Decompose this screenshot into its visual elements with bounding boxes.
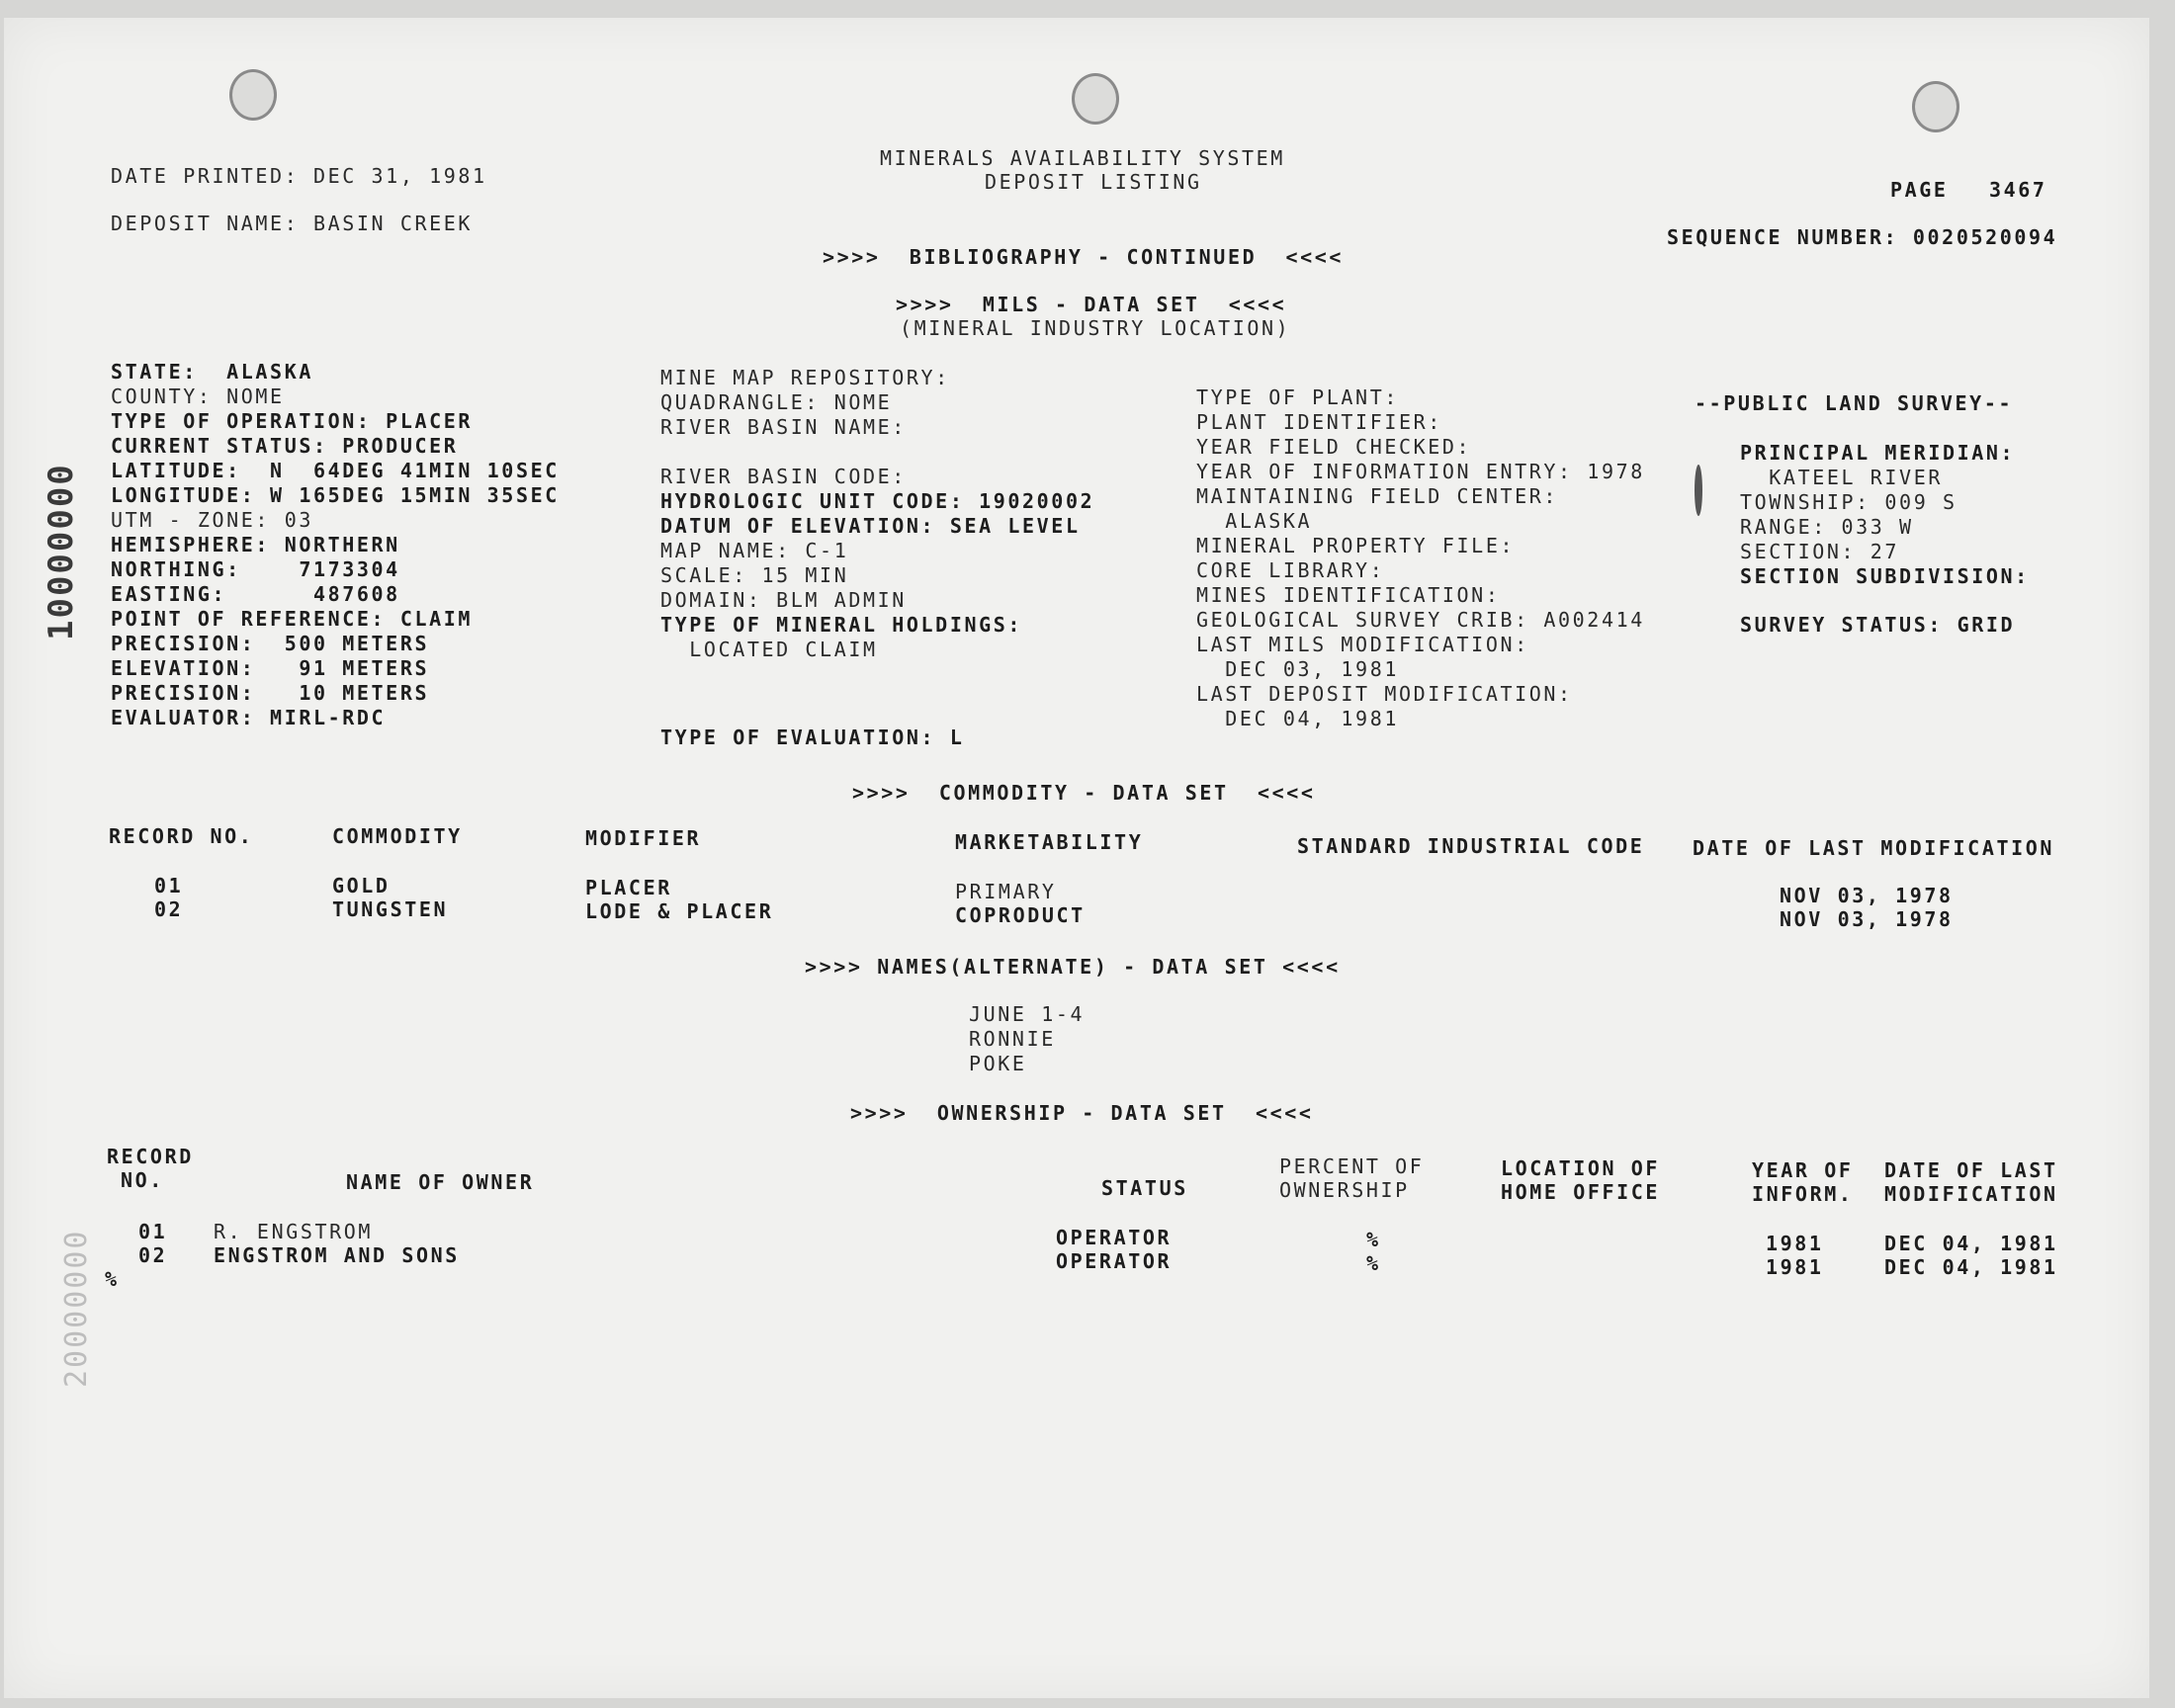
mils-field: ALASKA bbox=[1196, 509, 1313, 533]
system-title: MINERALS AVAILABILITY SYSTEM bbox=[880, 146, 1285, 170]
commodity-header-commodity: COMMODITY bbox=[332, 824, 463, 848]
mils-field: YEAR OF INFORMATION ENTRY: 1978 bbox=[1196, 460, 1645, 483]
plss-field: KATEEL RIVER bbox=[1740, 466, 1943, 489]
mils-field: DEC 03, 1981 bbox=[1196, 657, 1399, 681]
owner-record-no: 01 bbox=[138, 1220, 168, 1243]
page-label: PAGE bbox=[1890, 178, 1949, 202]
mils-field: PRECISION: 10 METERS bbox=[111, 681, 430, 705]
commodity-name: TUNGSTEN bbox=[332, 897, 449, 921]
commodity-header-modifier: MODIFIER bbox=[585, 826, 702, 850]
commodity-marketability: COPRODUCT bbox=[955, 903, 1086, 927]
alternate-names-list bbox=[969, 1002, 1085, 1076]
commodity-header-marketability: MARKETABILITY bbox=[955, 830, 1144, 854]
mils-subheading: (MINERAL INDUSTRY LOCATION) bbox=[900, 316, 1291, 340]
commodity-header-last-mod: DATE OF LAST MODIFICATION bbox=[1693, 836, 2055, 860]
plss-field: PRINCIPAL MERIDIAN: bbox=[1740, 441, 2016, 465]
public-land-survey-title: --PUBLIC LAND SURVEY-- bbox=[1695, 391, 2014, 415]
ownership-header-location: LOCATION OF bbox=[1501, 1156, 1661, 1180]
alternate-name: RONNIE bbox=[969, 1027, 1056, 1051]
mils-field: LONGITUDE: W 165DEG 15MIN 35SEC bbox=[111, 483, 560, 507]
ownership-header-name: NAME OF OWNER bbox=[346, 1170, 535, 1194]
commodity-modifier: PLACER bbox=[585, 876, 672, 899]
commodity-record-no: 01 bbox=[154, 874, 184, 897]
ownership-header-year: YEAR OF bbox=[1752, 1158, 1854, 1182]
alternate-name: POKE bbox=[969, 1052, 1027, 1075]
mils-field: YEAR FIELD CHECKED: bbox=[1196, 435, 1472, 459]
mils-field bbox=[660, 440, 1094, 465]
mils-field: LATITUDE: N 64DEG 41MIN 10SEC bbox=[111, 459, 560, 482]
mils-field: PLANT IDENTIFIER: bbox=[1196, 410, 1442, 434]
mils-field: CURRENT STATUS: PRODUCER bbox=[111, 434, 459, 458]
mils-field: STATE: ALASKA bbox=[111, 360, 313, 384]
ownership-header-date: DATE OF LAST bbox=[1884, 1158, 2058, 1182]
commodity-marketability: PRIMARY bbox=[955, 880, 1057, 903]
mils-field: TYPE OF PLANT: bbox=[1196, 385, 1399, 409]
mils-basin-column bbox=[660, 366, 1094, 662]
mils-field: RIVER BASIN NAME: bbox=[660, 415, 907, 439]
mils-field: HEMISPHERE: NORTHERN bbox=[111, 533, 400, 556]
plss-field: TOWNSHIP: 009 S bbox=[1740, 490, 1958, 514]
owner-record-no: 02 bbox=[138, 1243, 168, 1267]
mils-field: NORTHING: 7173304 bbox=[111, 557, 400, 581]
ownership-header-percent: PERCENT OF bbox=[1279, 1154, 1425, 1178]
ownership-header-status: STATUS bbox=[1101, 1176, 1188, 1200]
commodity-header-sic: STANDARD INDUSTRIAL CODE bbox=[1297, 834, 1645, 858]
plss-field: RANGE: 033 W bbox=[1740, 515, 1914, 539]
margin-stamp: 10000000 bbox=[42, 463, 81, 640]
punch-hole bbox=[1072, 73, 1119, 125]
owner-last-mod: DEC 04, 1981 bbox=[1884, 1232, 2058, 1255]
commodity-modifier: LODE & PLACER bbox=[585, 899, 774, 923]
listing-title: DEPOSIT LISTING bbox=[985, 170, 1202, 194]
public-land-survey-column bbox=[1740, 441, 2030, 589]
ownership-header-record: RECORD bbox=[107, 1145, 194, 1168]
mils-field: RIVER BASIN CODE: bbox=[660, 465, 907, 488]
mils-field: MINERAL PROPERTY FILE: bbox=[1196, 534, 1516, 557]
mils-field: SCALE: 15 MIN bbox=[660, 563, 849, 587]
ownership-header-ownership: OWNERSHIP bbox=[1279, 1178, 1410, 1202]
ink-smudge bbox=[1695, 465, 1702, 516]
page-number: 3467 bbox=[1989, 178, 2047, 202]
owner-name: R. ENGSTROM bbox=[214, 1220, 374, 1243]
mils-field: MINES IDENTIFICATION: bbox=[1196, 583, 1501, 607]
mils-field: POINT OF REFERENCE: CLAIM bbox=[111, 607, 474, 631]
mils-field: MINE MAP REPOSITORY: bbox=[660, 366, 950, 389]
mils-field: TYPE OF OPERATION: PLACER bbox=[111, 409, 474, 433]
mils-field: QUADRANGLE: NOME bbox=[660, 390, 893, 414]
date-printed: DATE PRINTED: DEC 31, 1981 bbox=[111, 164, 487, 188]
owner-year: 1981 bbox=[1766, 1232, 1824, 1255]
trailing-percent-mark: % bbox=[105, 1267, 120, 1291]
margin-stamp-faint: 20000000 bbox=[59, 1229, 94, 1388]
ownership-header-inform: INFORM. bbox=[1752, 1182, 1854, 1206]
mils-location-column bbox=[111, 360, 560, 730]
mils-field: COUNTY: NOME bbox=[111, 384, 285, 408]
owner-status: OPERATOR bbox=[1056, 1226, 1173, 1249]
owner-last-mod: DEC 04, 1981 bbox=[1884, 1255, 2058, 1279]
punch-hole bbox=[1912, 81, 1959, 132]
names-heading: >>>> NAMES(ALTERNATE) - DATA SET <<<< bbox=[805, 955, 1341, 979]
mils-field: LOCATED CLAIM bbox=[660, 638, 878, 661]
commodity-last-mod: NOV 03, 1978 bbox=[1780, 907, 1954, 931]
mils-field: EVALUATOR: MIRL-RDC bbox=[111, 706, 387, 729]
owner-status: OPERATOR bbox=[1056, 1249, 1173, 1273]
sequence-number: SEQUENCE NUMBER: 0020520094 bbox=[1667, 225, 2058, 249]
mils-field: TYPE OF MINERAL HOLDINGS: bbox=[660, 613, 1023, 637]
mils-plant-column bbox=[1196, 385, 1645, 731]
survey-status: SURVEY STATUS: GRID bbox=[1740, 613, 2016, 637]
mils-field: HYDROLOGIC UNIT CODE: 19020002 bbox=[660, 489, 1095, 513]
plss-field: SECTION SUBDIVISION: bbox=[1740, 564, 2030, 588]
commodity-last-mod: NOV 03, 1978 bbox=[1780, 884, 1954, 907]
plss-field: SECTION: 27 bbox=[1740, 540, 1900, 563]
listing-sheet bbox=[4, 18, 2149, 1698]
mils-field: LAST MILS MODIFICATION: bbox=[1196, 633, 1529, 656]
owner-percent: % bbox=[1366, 1228, 1381, 1251]
ownership-header-modification: MODIFICATION bbox=[1884, 1182, 2058, 1206]
punch-hole bbox=[229, 69, 277, 121]
mils-field: ELEVATION: 91 METERS bbox=[111, 656, 430, 680]
type-of-evaluation: TYPE OF EVALUATION: L bbox=[660, 726, 965, 749]
owner-year: 1981 bbox=[1766, 1255, 1824, 1279]
mils-field: DOMAIN: BLM ADMIN bbox=[660, 588, 907, 612]
mils-field: EASTING: 487608 bbox=[111, 582, 400, 606]
commodity-record-no: 02 bbox=[154, 897, 184, 921]
mils-field: UTM - ZONE: 03 bbox=[111, 508, 313, 532]
commodity-heading: >>>> COMMODITY - DATA SET <<<< bbox=[852, 781, 1316, 805]
mils-field: DEC 04, 1981 bbox=[1196, 707, 1399, 730]
alternate-name: JUNE 1-4 bbox=[969, 1002, 1086, 1026]
mils-field: CORE LIBRARY: bbox=[1196, 558, 1385, 582]
owner-name: ENGSTROM AND SONS bbox=[214, 1243, 460, 1267]
commodity-header-record: RECORD NO. bbox=[109, 824, 254, 848]
ownership-header-no: NO. bbox=[121, 1168, 164, 1192]
mils-field: MAINTAINING FIELD CENTER: bbox=[1196, 484, 1559, 508]
mils-heading: >>>> MILS - DATA SET <<<< bbox=[896, 293, 1287, 316]
owner-percent: % bbox=[1366, 1251, 1381, 1275]
commodity-name: GOLD bbox=[332, 874, 391, 897]
ownership-header-home-office: HOME OFFICE bbox=[1501, 1180, 1661, 1204]
mils-field: DATUM OF ELEVATION: SEA LEVEL bbox=[660, 514, 1081, 538]
mils-field: GEOLOGICAL SURVEY CRIB: A002414 bbox=[1196, 608, 1645, 632]
mils-field: PRECISION: 500 METERS bbox=[111, 632, 430, 655]
mils-field: MAP NAME: C-1 bbox=[660, 539, 849, 562]
ownership-heading: >>>> OWNERSHIP - DATA SET <<<< bbox=[850, 1101, 1314, 1125]
deposit-name: DEPOSIT NAME: BASIN CREEK bbox=[111, 212, 474, 235]
bibliography-heading: >>>> BIBLIOGRAPHY - CONTINUED <<<< bbox=[823, 245, 1345, 269]
mils-field: LAST DEPOSIT MODIFICATION: bbox=[1196, 682, 1573, 706]
